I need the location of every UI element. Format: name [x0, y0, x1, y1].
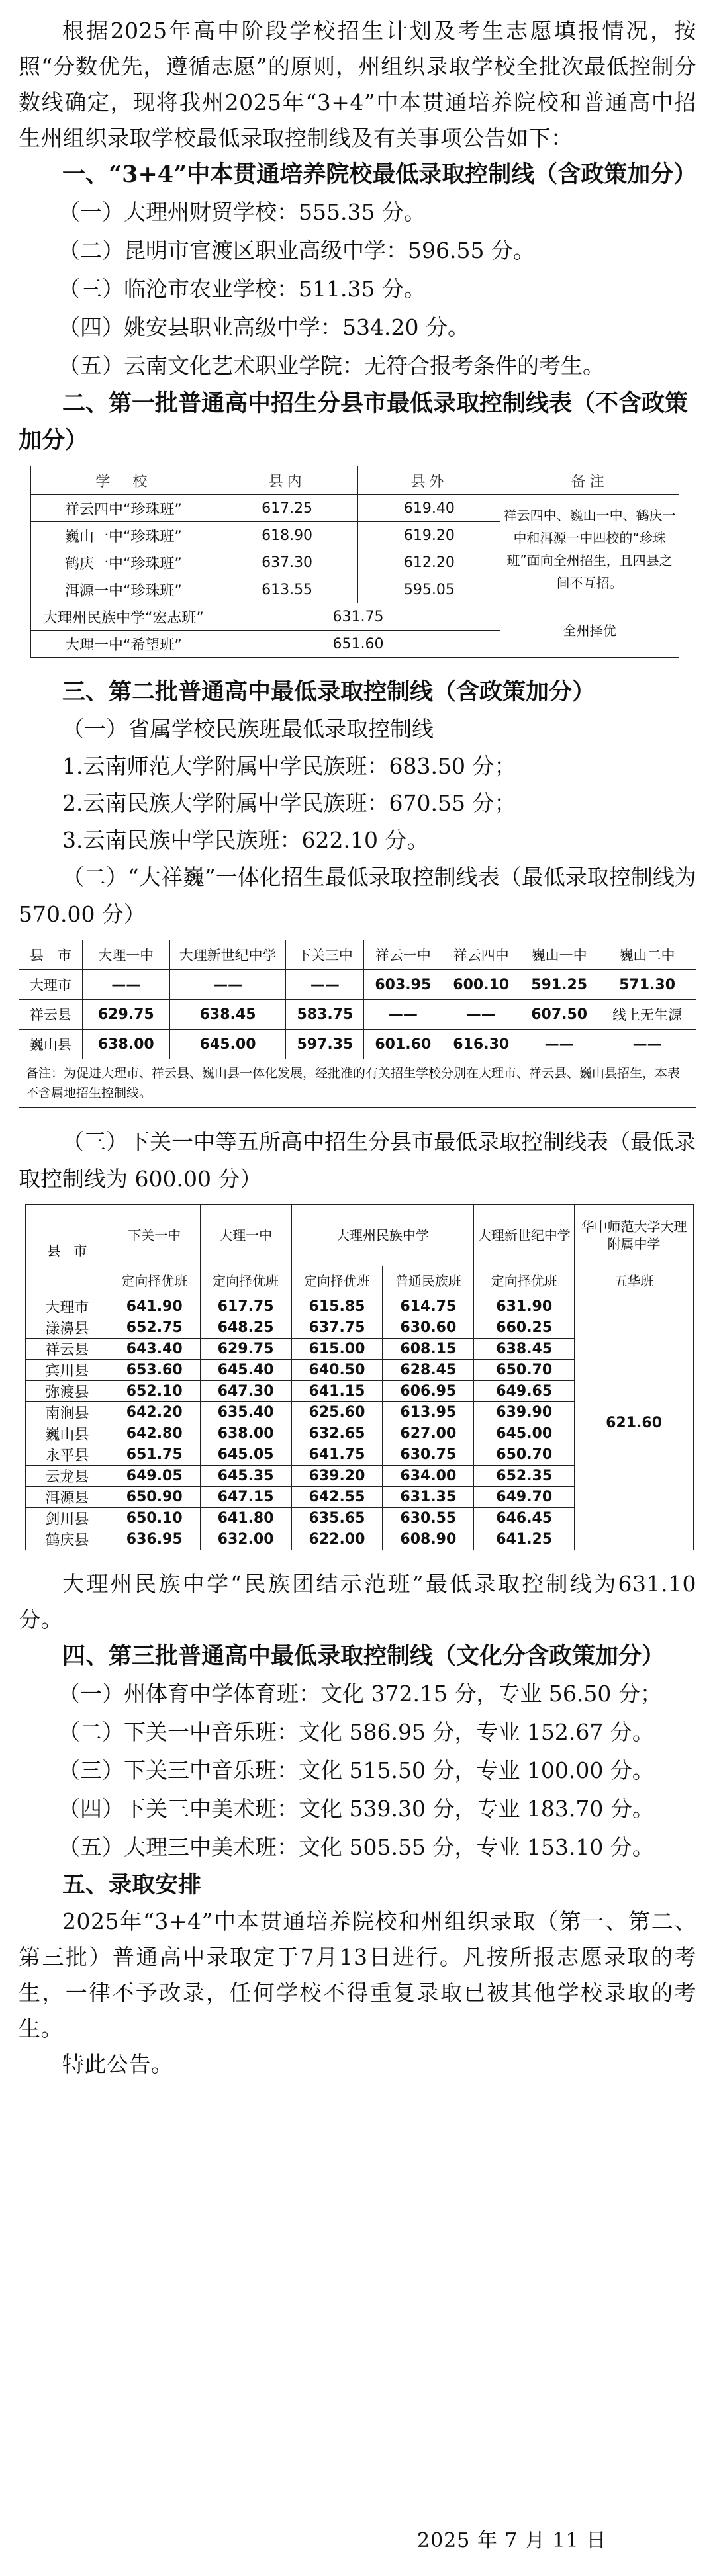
table-header: 学 校	[31, 466, 216, 495]
section4-item: （五）大理三中美术班：文化 505.55 分，专业 153.10 分。	[58, 1834, 654, 1860]
table-header: 备注	[501, 466, 679, 495]
section4-item: （一）州体育中学体育班：文化 372.15 分，专业 56.50 分；	[58, 1681, 662, 1707]
intro-paragraph: 根据2025年高中阶段学校招生计划及考生志愿填报情况，按照“分数优先，遵循志愿”的原则，州组织录取学校全批次最低控制分数线确定，现将我州2025年“3+4”中本贯通培养院校和普通高中招生州组织录取学校最低录取控制线及有关事项公告如下：	[19, 18, 696, 151]
table-header: 县外	[358, 466, 501, 495]
score-cell: 603.95	[364, 970, 442, 1000]
score-cell: 613.95	[383, 1402, 474, 1423]
score-cell: 617.75	[200, 1296, 291, 1317]
tuanjie-paragraph: 大理州民族中学“民族团结示范班”最低录取控制线为631.10 分。	[19, 1571, 696, 1632]
table-row	[19, 970, 696, 1000]
score-cell: ——	[442, 1000, 520, 1030]
score-cell: 649.05	[109, 1466, 200, 1487]
table-header: 县 市	[26, 1205, 109, 1296]
score-cell: 643.40	[109, 1339, 200, 1360]
county-cell: 宾川县	[26, 1360, 109, 1381]
section5-title: 五、录取安排	[62, 1871, 202, 1898]
section3-sub1-title: （一）省属学校民族班最低录取控制线	[62, 716, 434, 742]
table-subheader: 普通民族班	[383, 1266, 474, 1296]
score-cell: 595.05	[358, 576, 501, 603]
score-cell: 606.95	[383, 1381, 474, 1402]
score-cell: 652.35	[474, 1466, 575, 1487]
note-cell: 祥云四中、巍山一中、鹤庆一中和洱源一中四校的“珍珠班”面向全州招生，且四县之间不互招。	[501, 495, 679, 603]
score-cell: 641.25	[474, 1529, 575, 1550]
score-cell: 619.40	[358, 495, 501, 522]
score-cell: 650.10	[109, 1508, 200, 1529]
table-header: 祥云一中	[364, 940, 442, 970]
score-cell: 601.60	[364, 1030, 442, 1059]
score-cell: 660.25	[474, 1317, 575, 1339]
score-cell: 628.45	[383, 1360, 474, 1381]
score-cell: 650.90	[109, 1487, 200, 1508]
score-cell: 630.55	[383, 1508, 474, 1529]
score-cell: 641.90	[109, 1296, 200, 1317]
table-header: 华中师范大学大理附属中学	[575, 1205, 694, 1266]
announcement-date: 2025 年 7 月 11 日	[417, 2529, 607, 2552]
county-cell: 巍山县	[26, 1423, 109, 1444]
table-row	[31, 603, 679, 631]
table-row	[19, 1030, 696, 1059]
score-cell: 597.35	[286, 1030, 364, 1059]
table-header: 巍山二中	[598, 940, 696, 970]
score-cell: 571.30	[598, 970, 696, 1000]
score-cell: 614.75	[383, 1296, 474, 1317]
score-cell: 629.75	[82, 1000, 169, 1030]
score-cell: 642.20	[109, 1402, 200, 1423]
score-cell: 645.35	[200, 1466, 291, 1487]
table-header: 大理一中	[200, 1205, 291, 1266]
score-cell: 638.00	[200, 1423, 291, 1444]
first-batch-table	[30, 466, 679, 658]
score-cell: 630.75	[383, 1444, 474, 1466]
table-header: 大理一中	[82, 940, 169, 970]
score-cell: 650.70	[474, 1360, 575, 1381]
score-cell: 631.90	[474, 1296, 575, 1317]
section5-paragraph: 2025年“3+4”中本贯通培养院校和州组织录取（第一、第二、第三批）普通高中录取定于7月13日进行。凡按所报志愿录取的考生，一律不予改录，任何学校不得重复录取已被其他学校录取的考生。	[19, 1908, 696, 2041]
section3-title: 三、第二批普通高中最低录取控制线（含政策加分）	[62, 678, 596, 705]
score-cell: 647.30	[200, 1381, 291, 1402]
score-cell: 639.90	[474, 1402, 575, 1423]
county-cell: 剑川县	[26, 1508, 109, 1529]
school-cell: 大理州民族中学“宏志班”	[31, 603, 216, 631]
table-header: 大理州民族中学	[291, 1205, 474, 1266]
score-cell: 631.35	[383, 1487, 474, 1508]
table-header: 大理新世纪中学	[474, 1205, 575, 1266]
table-row	[26, 1296, 694, 1317]
school-cell: 巍山一中“珍珠班”	[31, 522, 216, 549]
score-cell: 651.60	[216, 631, 501, 658]
score-cell: 635.65	[291, 1508, 383, 1529]
table-subheader: 五华班	[575, 1266, 694, 1296]
county-cell: 弥渡县	[26, 1381, 109, 1402]
score-cell: 608.90	[383, 1529, 474, 1550]
score-cell: 629.75	[200, 1339, 291, 1360]
county-cell: 漾濞县	[26, 1317, 109, 1339]
section1-item: （五）云南文化艺术职业学院：无符合报考条件的考生。	[58, 353, 604, 378]
table-subheader: 定向择优班	[109, 1266, 200, 1296]
daxiangwei-table	[19, 940, 696, 1108]
score-cell: 613.55	[216, 576, 358, 603]
school-cell: 大理一中“希望班”	[31, 631, 216, 658]
huashi-score-cell: 621.60	[575, 1296, 694, 1550]
score-cell: 631.75	[216, 603, 501, 631]
county-cell: 大理市	[19, 970, 83, 1000]
note-cell: 全州择优	[501, 603, 679, 658]
score-cell: ——	[169, 970, 286, 1000]
score-cell: 645.00	[474, 1423, 575, 1444]
score-cell: 645.40	[200, 1360, 291, 1381]
county-cell: 巍山县	[19, 1030, 83, 1059]
section3-sub1-item: 1.云南师范大学附属中学民族班：683.50 分；	[62, 753, 516, 779]
school-cell: 祥云四中“珍珠班”	[31, 495, 216, 522]
score-cell: 607.50	[520, 1000, 598, 1030]
table-row	[19, 1059, 696, 1108]
score-cell: 638.45	[474, 1339, 575, 1360]
score-cell: 632.65	[291, 1423, 383, 1444]
score-cell: 652.10	[109, 1381, 200, 1402]
xiaguan-five-schools-table	[25, 1204, 694, 1550]
score-cell: 646.45	[474, 1508, 575, 1529]
score-cell: 650.70	[474, 1444, 575, 1466]
score-cell: 630.60	[383, 1317, 474, 1339]
county-cell: 南涧县	[26, 1402, 109, 1423]
score-cell: 645.05	[200, 1444, 291, 1466]
section1-item: （三）临沧市农业学校：511.35 分。	[58, 276, 426, 302]
score-cell: 642.55	[291, 1487, 383, 1508]
section1-item: （四）姚安县职业高级中学：534.20 分。	[58, 314, 469, 340]
section1-title: 一、“3+4”中本贯通培养院校最低录取控制线（含政策加分）	[62, 161, 697, 188]
score-cell: 583.75	[286, 1000, 364, 1030]
score-cell: 641.75	[291, 1444, 383, 1466]
closing-line: 特此公告。	[62, 2051, 173, 2077]
section1-item: （一）大理州财贸学校：555.35 分。	[58, 199, 426, 225]
score-cell: 627.00	[383, 1423, 474, 1444]
score-cell: 642.80	[109, 1423, 200, 1444]
score-cell: 641.80	[200, 1508, 291, 1529]
remark-cell: 备注：为促进大理市、祥云县、巍山县一体化发展，经批准的有关招生学校分别在大理市、祥云县、巍山县招生，本表不含属地招生控制线。	[19, 1059, 696, 1108]
section2-title: 二、第一批普通高中招生分县市最低录取控制线表（不含政策加分）	[19, 390, 689, 454]
section3-sub1-item: 3.云南民族中学民族班：622.10 分。	[62, 827, 429, 853]
score-cell: 591.25	[520, 970, 598, 1000]
table-header: 巍山一中	[520, 940, 598, 970]
score-cell: 线上无生源	[598, 1000, 696, 1030]
section1-list	[19, 193, 696, 385]
score-cell: 640.50	[291, 1360, 383, 1381]
score-cell: 645.00	[169, 1030, 286, 1059]
section4-title: 四、第三批普通高中最低录取控制线（文化分含政策加分）	[62, 1642, 665, 1669]
section4-item: （二）下关一中音乐班：文化 586.95 分，专业 152.67 分。	[58, 1719, 654, 1745]
table-header: 大理新世纪中学	[169, 940, 286, 970]
section3-sub1-item: 2.云南民族大学附属中学民族班：670.55 分；	[62, 790, 516, 816]
county-cell: 鹤庆县	[26, 1529, 109, 1550]
score-cell: 600.10	[442, 970, 520, 1000]
score-cell: 625.60	[291, 1402, 383, 1423]
county-cell: 永平县	[26, 1444, 109, 1466]
score-cell: 608.15	[383, 1339, 474, 1360]
section4-item: （四）下关三中美术班：文化 539.30 分，专业 183.70 分。	[58, 1796, 654, 1822]
table-subheader: 定向择优班	[200, 1266, 291, 1296]
table-subheader: 定向择优班	[291, 1266, 383, 1296]
score-cell: ——	[286, 970, 364, 1000]
score-cell: 619.20	[358, 522, 501, 549]
county-cell: 云龙县	[26, 1466, 109, 1487]
table-header: 下关一中	[109, 1205, 200, 1266]
county-cell: 祥云县	[26, 1339, 109, 1360]
score-cell: ——	[520, 1030, 598, 1059]
section3-sub3-title: （三）下关一中等五所高中招生分县市最低录取控制线表（最低录取控制线为 600.00 分）	[19, 1129, 696, 1192]
score-cell: 617.25	[216, 495, 358, 522]
score-cell: 638.00	[82, 1030, 169, 1059]
table-row	[31, 495, 679, 522]
score-cell: 632.00	[200, 1529, 291, 1550]
table-row	[19, 1000, 696, 1030]
score-cell: 651.75	[109, 1444, 200, 1466]
score-cell: 641.15	[291, 1381, 383, 1402]
score-cell: 649.70	[474, 1487, 575, 1508]
table-header: 祥云四中	[442, 940, 520, 970]
county-cell: 洱源县	[26, 1487, 109, 1508]
section4-item: （三）下关三中音乐班：文化 515.50 分，专业 100.00 分。	[58, 1757, 654, 1783]
section3-sub2-title: （二）“大祥巍”一体化招生最低录取控制线表（最低录取控制线为 570.00 分）	[19, 864, 696, 927]
score-cell: 634.00	[383, 1466, 474, 1487]
score-cell: 637.30	[216, 549, 358, 576]
score-cell: 638.45	[169, 1000, 286, 1030]
score-cell: 635.40	[200, 1402, 291, 1423]
score-cell: 636.95	[109, 1529, 200, 1550]
score-cell: 612.20	[358, 549, 501, 576]
score-cell: ——	[364, 1000, 442, 1030]
county-cell: 祥云县	[19, 1000, 83, 1030]
score-cell: 647.15	[200, 1487, 291, 1508]
score-cell: 622.00	[291, 1529, 383, 1550]
county-cell: 大理市	[26, 1296, 109, 1317]
score-cell: 648.25	[200, 1317, 291, 1339]
table-header: 县 市	[19, 940, 83, 970]
table-header: 下关三中	[286, 940, 364, 970]
score-cell: ——	[82, 970, 169, 1000]
score-cell: 639.20	[291, 1466, 383, 1487]
school-cell: 鹤庆一中“珍珠班”	[31, 549, 216, 576]
table-subheader: 定向择优班	[474, 1266, 575, 1296]
score-cell: 616.30	[442, 1030, 520, 1059]
score-cell: 618.90	[216, 522, 358, 549]
score-cell: 649.65	[474, 1381, 575, 1402]
score-cell: ——	[598, 1030, 696, 1059]
score-cell: 615.85	[291, 1296, 383, 1317]
score-cell: 637.75	[291, 1317, 383, 1339]
table-header: 县内	[216, 466, 358, 495]
section1-item: （二）昆明市官渡区职业高级中学：596.55 分。	[58, 238, 535, 263]
score-cell: 653.60	[109, 1360, 200, 1381]
score-cell: 615.00	[291, 1339, 383, 1360]
score-cell: 652.75	[109, 1317, 200, 1339]
school-cell: 洱源一中“珍珠班”	[31, 576, 216, 603]
